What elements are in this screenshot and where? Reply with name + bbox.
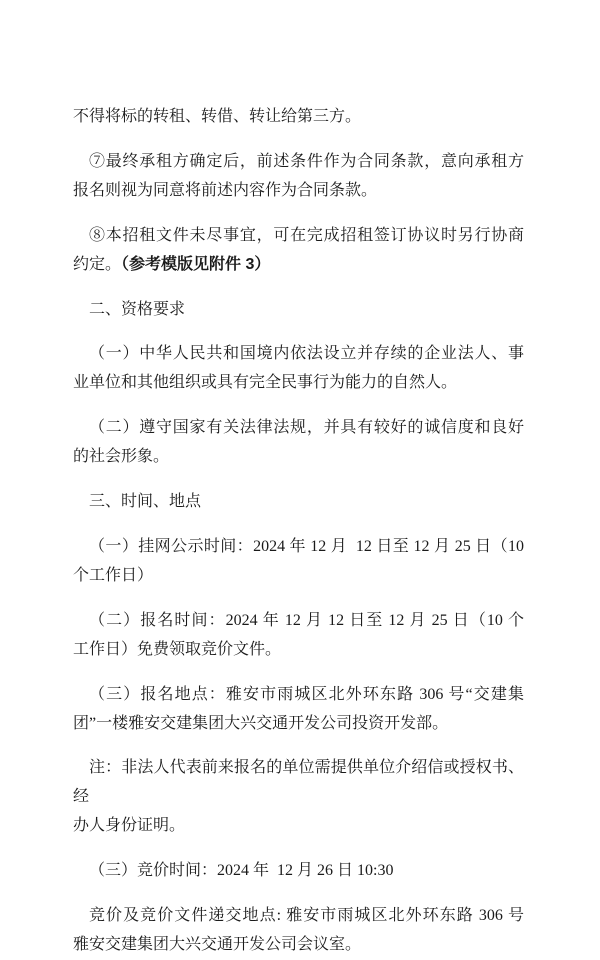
text-line: 的社会形象。 [73,448,170,466]
clause-8-tail-text: 约定。 [73,255,122,273]
text-line: 竞价及竞价文件递交地点: 雅安市雨城区北外环东路 306 号 [89,907,524,925]
text-line: ⑦最终承租方确定后，前述条件作为合同条款，意向承租方 [89,152,524,170]
bold-annex-reference: （参考模版见附件 3） [121,255,271,273]
text-line: 雅安交建集团大兴交通开发公司会议室。 [73,935,362,953]
text-line: 不得将标的转租、转借、转让给第三方。 [73,108,362,125]
text-line: 办人身份证明。 [73,817,186,835]
text-line: 报名则视为同意将前述内容作为合同条款。 [73,181,378,199]
text-line: ⑧本招租文件未尽事宜，可在完成招租签订协议时另行协商 [89,226,524,244]
text-line: 团”一楼雅安交建集团大兴交通开发公司投资开发部。 [73,714,449,732]
text-line: 工作日）免费领取竞价文件。 [73,640,282,658]
text-line: （一）挂网公示时间：2024 年 12 月 12 日至 12 月 25 日（10 [89,537,524,555]
text-line: （二）报名时间：2024 年 12 月 12 日至 12 月 25 日（10 个 [89,611,524,629]
heading-text: 三、时间、地点 [89,493,202,511]
text-line: 个工作日） [73,566,154,584]
text-line: （一）中华人民共和国境内依法设立并存续的企业法人、事 [89,345,524,363]
text-line: （三）报名地点：雅安市雨城区北外环东路 306 号“交建集 [89,685,524,703]
text-line [73,251,524,280]
text-line: （二）遵守国家有关法律法规，并具有较好的诚信度和良好 [89,419,524,437]
heading-text: 二、资格要求 [89,300,186,318]
text-line: （三）竞价时间：2024 年 12 月 26 日 10:30 [89,862,394,880]
text-line: 业单位和其他组织或具有完全民事行为能力的自然人。 [73,374,458,392]
text-line: 注：非法人代表前来报名的单位需提供单位介绍信或授权书、经 [73,759,524,806]
